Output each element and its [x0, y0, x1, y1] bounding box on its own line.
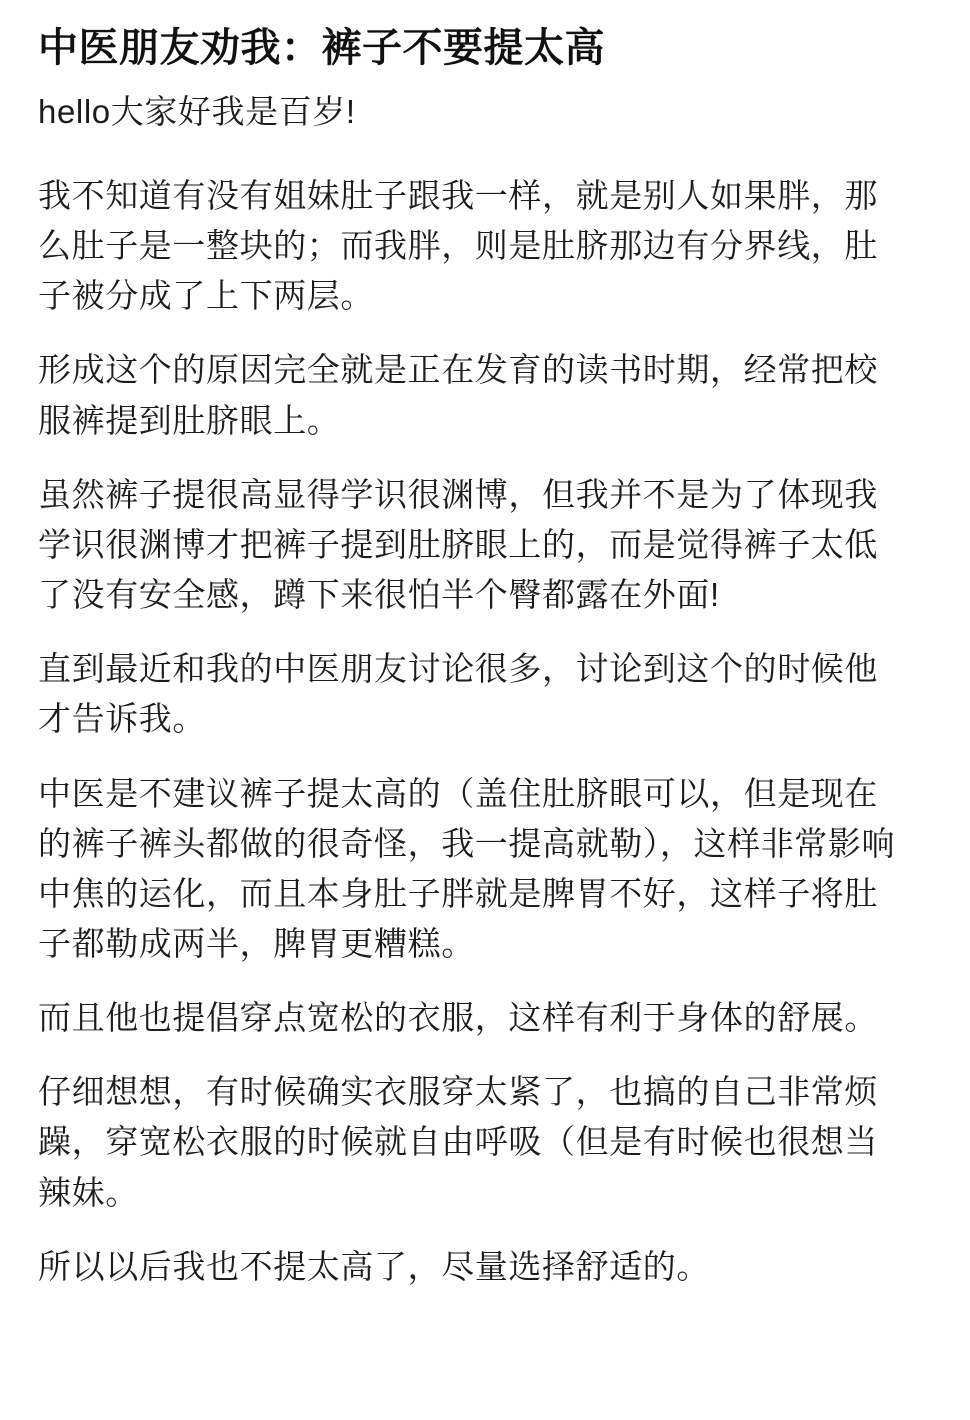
article-paragraph: 虽然裤子提很高显得学识很渊博，但我并不是为了体现我学识很渊博才把裤子提到肚脐眼上的，而是觉得裤子太低了没有安全感，蹲下来很怕半个臀都露在外面! [38, 475, 878, 614]
article-paragraph-clipped: 所以以后我也不提太高了，尽量选择舒适的。 [38, 1247, 710, 1285]
article-paragraph: 形成这个的原因完全就是正在发育的读书时期，经常把校服裤提到肚脐眼上。 [38, 351, 878, 439]
article-paragraph: 直到最近和我的中医朋友讨论很多，讨论到这个的时候他才告诉我。 [38, 650, 878, 738]
article-paragraph-greeting: hello大家好我是百岁! [38, 92, 356, 130]
article-paragraph: 而且他也提倡穿点宽松的衣服，这样有利于身体的舒展。 [38, 999, 878, 1037]
article-paragraph: 我不知道有没有姐妹肚子跟我一样，就是别人如果胖，那么肚子是一整块的；而我胖，则是肚脐那边有分界线，肚子被分成了上下两层。 [38, 176, 878, 315]
article-paragraph: 仔细想想，有时候确实衣服穿太紧了，也搞的自己非常烦躁，穿宽松衣服的时候就自由呼吸（但是有时候也很想当辣妹。 [38, 1073, 878, 1211]
page-title: 中医朋友劝我：裤子不要提太高 [38, 26, 605, 70]
article-paragraph: 中医是不建议裤子提太高的（盖住肚脐眼可以，但是现在的裤子裤头都做的很奇怪，我一提高就勒），这样非常影响中焦的运化，而且本身肚子胖就是脾胃不好，这样子将肚子都勒成两半，脾胃更糟糕。 [38, 774, 896, 962]
